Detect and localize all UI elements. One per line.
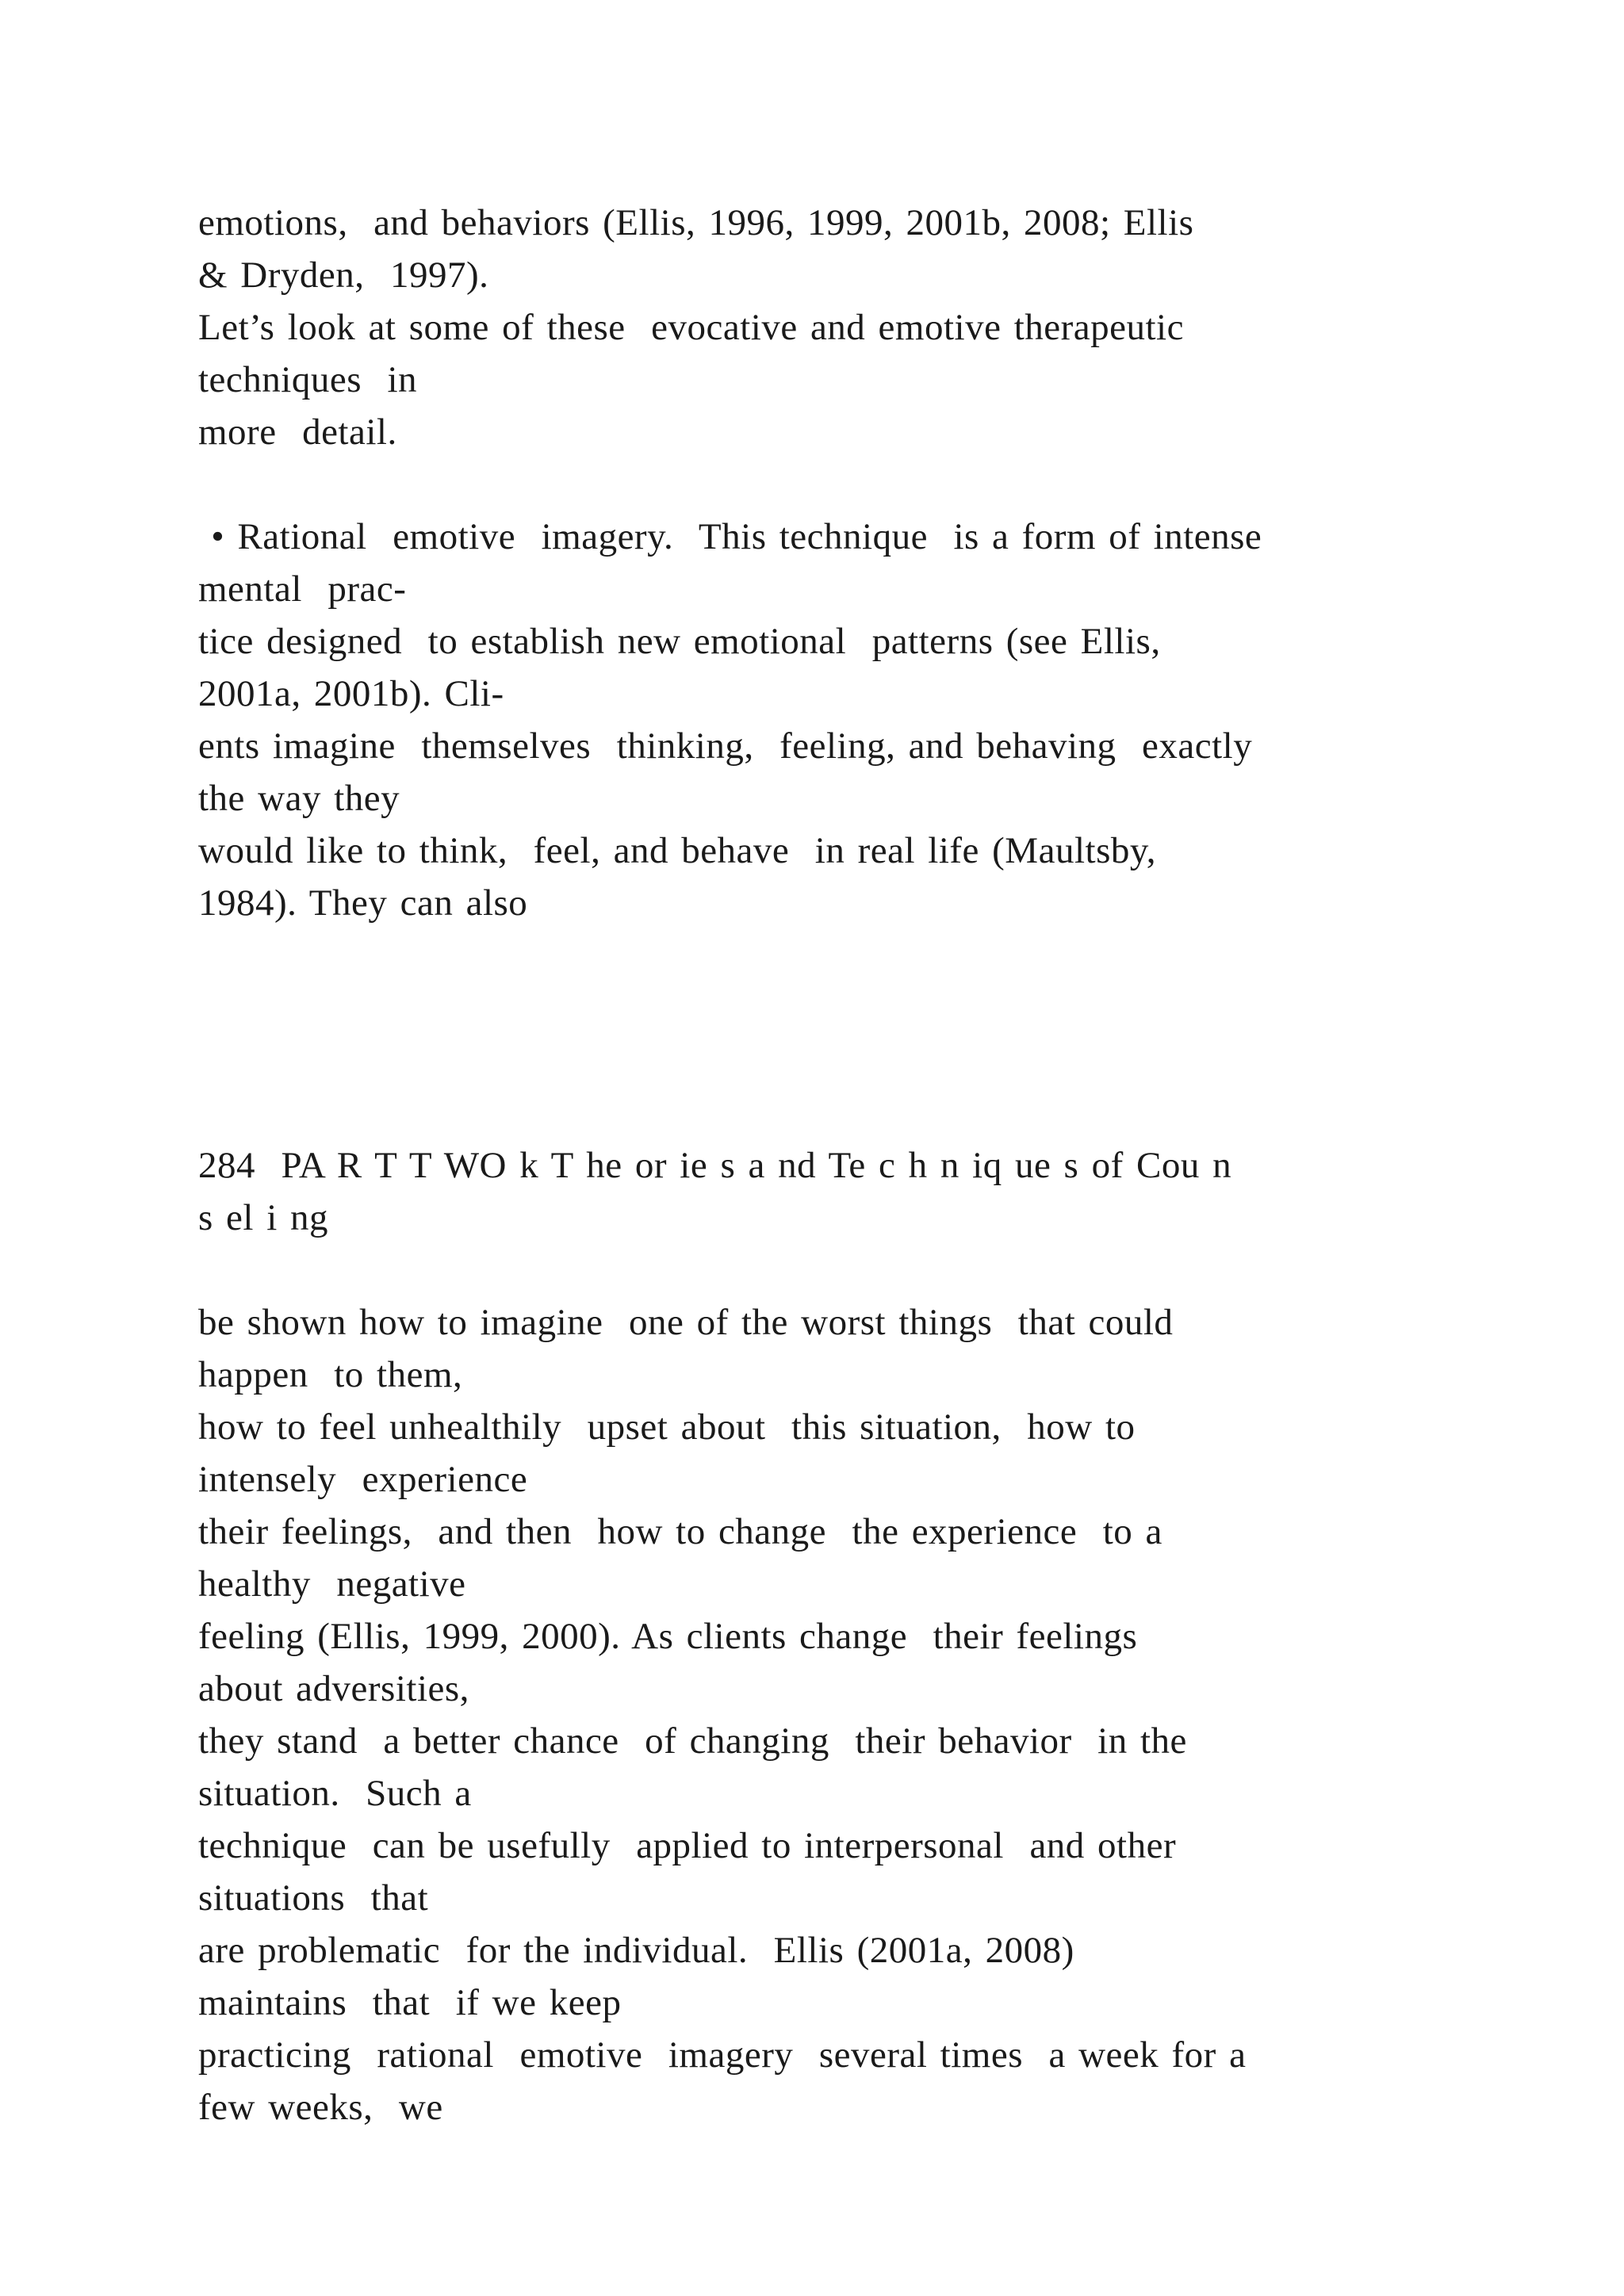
text-line: they stand a better chance of changing their behavior in the <box>198 1720 1187 1762</box>
text-line: technique can be usefully applied to interpersonal and other <box>198 1825 1177 1866</box>
text-line: & Dryden, 1997). <box>198 254 489 296</box>
text-line: emotions, and behaviors (Ellis, 1996, 1999, 2001b, 2008; Ellis <box>198 202 1194 243</box>
paragraph-continued <box>198 1296 1435 2133</box>
text-line: 1984). They can also <box>198 882 528 924</box>
page-break-gap <box>198 929 1435 1139</box>
header-line: s el i ng <box>198 1197 329 1238</box>
text-line: techniques in <box>198 359 418 400</box>
text-line: feeling (Ellis, 1999, 2000). As clients change their feelings <box>198 1616 1138 1657</box>
text-line: practicing rational emotive imagery several times a week for a <box>198 2034 1247 2076</box>
text-line: situations that <box>198 1877 429 1919</box>
text-line: maintains that if we keep <box>198 1982 622 2023</box>
paragraph-rational-emotive-imagery <box>198 511 1435 929</box>
text-line: mental prac- <box>198 568 407 610</box>
text-line: • Rational emotive imagery. This technique is a form of intense <box>198 516 1262 557</box>
text-line: 2001a, 2001b). Cli- <box>198 673 504 714</box>
paragraph-gap <box>198 458 1435 511</box>
document-page <box>198 197 1435 2133</box>
text-line: be shown how to imagine one of the worst things that could <box>198 1302 1174 1343</box>
paragraph-intro <box>198 197 1435 458</box>
text-line: would like to think, feel, and behave in real life (Maultsby, <box>198 830 1157 871</box>
running-header <box>198 1139 1435 1244</box>
text-line: healthy negative <box>198 1563 466 1605</box>
text-line: are problematic for the individual. Ellis (2001a, 2008) <box>198 1930 1074 1971</box>
text-line: about adversities, <box>198 1668 469 1709</box>
text-line: the way they <box>198 778 400 819</box>
header-line: 284 PA R T T WO k T he or ie s a nd Te c h n iq ue s of Cou n <box>198 1145 1232 1186</box>
text-line: intensely experience <box>198 1459 528 1500</box>
text-line: ents imagine themselves thinking, feeling, and behaving exactly <box>198 725 1253 767</box>
text-line: few weeks, we <box>198 2087 443 2128</box>
text-line: Let’s look at some of these evocative and emotive therapeutic <box>198 307 1184 348</box>
text-line: their feelings, and then how to change the experience to a <box>198 1511 1162 1552</box>
text-line: happen to them, <box>198 1354 463 1395</box>
text-line: situation. Such a <box>198 1773 472 1814</box>
text-line: how to feel unhealthily upset about this situation, how to <box>198 1406 1136 1448</box>
text-line: more detail. <box>198 411 397 453</box>
paragraph-gap <box>198 1244 1435 1296</box>
text-line: tice designed to establish new emotional patterns (see Ellis, <box>198 621 1161 662</box>
